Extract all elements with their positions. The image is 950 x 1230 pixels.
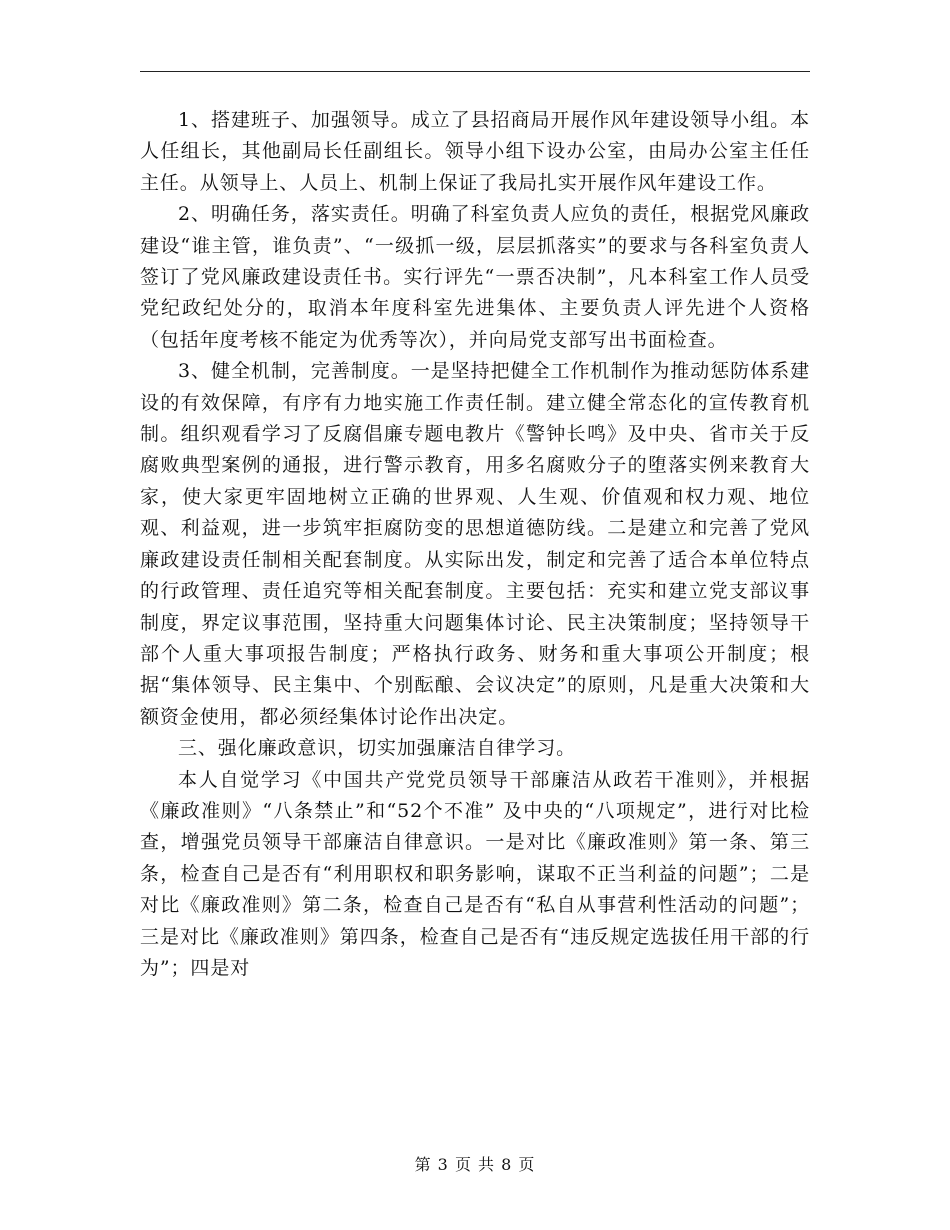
paragraph-1: 1、搭建班子、加强领导。成立了县招商局开展作风年建设领导小组。本人任组长，其他副局长任副组长。领导小组下设办公室，由局办公室主任任主任。从领导上、人员上、机制上保证了我局扎实开展作风年建设工作。 bbox=[140, 109, 810, 194]
header-rule bbox=[140, 71, 810, 72]
page-number: 第 3 页 共 8 页 bbox=[414, 1155, 536, 1174]
document-body bbox=[140, 105, 810, 984]
paragraph-2: 2、明确任务，落实责任。明确了科室负责人应负的责任，根据党风廉政建设“谁主管，谁负责”、“一级抓一级，层层抓落实”的要求与各科室负责人签订了党风廉政建设责任书。实行评先“一票否决制”，凡本科室工作人员受党纪政纪处分的，取消本年度科室先进集体、主要负责人评先进个人资格（包括年度考核不能定为优秀等次），并向局党支部写出书面检查。 bbox=[140, 203, 810, 351]
paragraph-3: 3、健全机制，完善制度。一是坚持把健全工作机制作为推动惩防体系建设的有效保障，有序有力地实施工作责任制。建立健全常态化的宣传教育机制。组织观看学习了反腐倡廉专题电教片《警钟长鸣》及中央、省市关于反腐败典型案例的通报，进行警示教育，用多名腐败分子的堕落实例来教育大家，使大家更牢固地树立正确的世界观、人生观、价值观和权力观、地位观、利益观，进一步筑牢拒腐防变的思想道德防线。二是建立和完善了党风廉政建设责任制相关配套制度。从实际出发，制定和完善了适合本单位特点的行政管理、责任追究等相关配套制度。主要包括：充实和建立党支部议事制度，界定议事范围，坚持重大问题集体讨论、民主决策制度；坚持领导干部个人重大事项报告制度；严格执行政务、财务和重大事项公开制度；根据“集体领导、民主集中、个别酝酿、会议决定”的原则，凡是重大决策和大额资金使用，都必须经集体讨论作出决定。 bbox=[140, 360, 810, 728]
section-heading: 三、强化廉政意识，切实加强廉洁自律学习。 bbox=[178, 737, 577, 760]
paragraph-4: 本人自觉学习《中国共产党党员领导干部廉洁从政若干准则》，并根据《廉政准则》“八条禁止”和“52个不准” 及中央的“八项规定”，进行对比检查，增强党员领导干部廉洁自律意识。一是对比《廉政准则》第一条、第三条，检查自己是否有“利用职权和职务影响，谋取不正当利益的问题”；二是对比《廉政准则》第二条，检查自己是否有“私自从事营利性活动的问题”；三是对比《廉政准则》第四条，检查自己是否有“违反规定选拔任用干部的行为”；四是对 bbox=[140, 768, 810, 979]
